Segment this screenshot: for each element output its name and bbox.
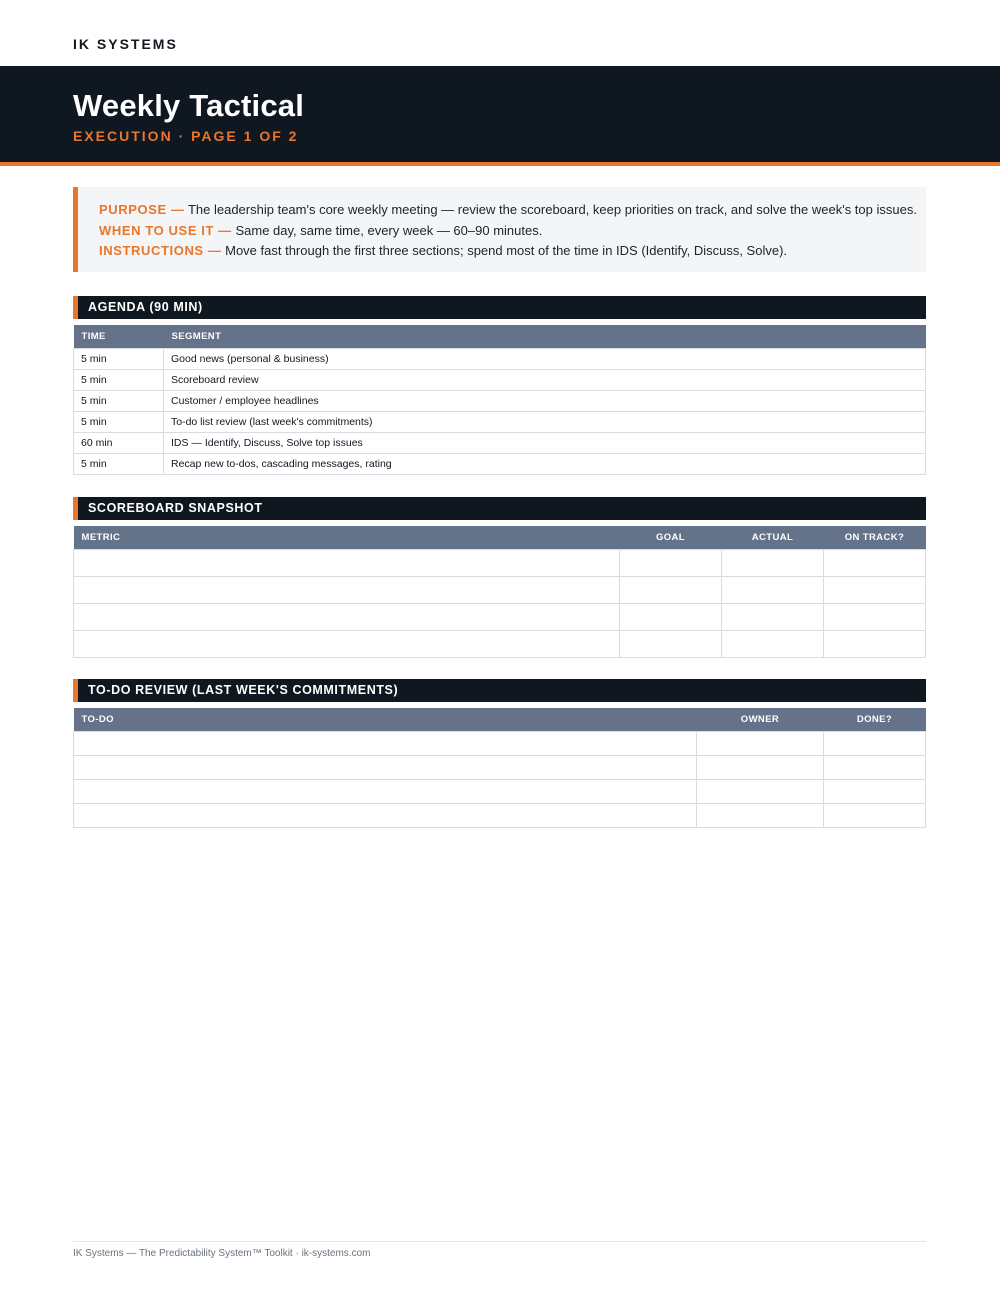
page-title: Weekly Tactical	[73, 88, 305, 123]
column-header-goal: GOAL	[620, 526, 722, 550]
column-header-on-track: ON TRACK?	[824, 526, 926, 550]
table-row	[74, 412, 926, 433]
table-row	[74, 349, 926, 370]
column-header-todo: TO-DO	[74, 708, 697, 732]
table-row	[74, 433, 926, 454]
table-row	[74, 370, 926, 391]
column-header-metric: METRIC	[74, 526, 620, 550]
agenda-segment-cell: IDS — Identify, Discuss, Solve top issues	[164, 433, 926, 454]
table-row	[74, 756, 926, 780]
goal-input-cell[interactable]	[620, 577, 722, 604]
table-row	[74, 550, 926, 577]
goal-input-cell[interactable]	[620, 604, 722, 631]
column-header-done: DONE?	[824, 708, 926, 732]
owner-input-cell[interactable]	[697, 780, 824, 804]
column-header-segment: SEGMENT	[164, 325, 926, 349]
metric-input-cell[interactable]	[74, 550, 620, 577]
table-row	[74, 631, 926, 658]
agenda-time-cell: 5 min	[74, 391, 164, 412]
todo-input-cell[interactable]	[74, 804, 697, 828]
on-track-input-cell[interactable]	[824, 550, 926, 577]
todo-header-row	[74, 708, 926, 732]
todo-input-cell[interactable]	[74, 780, 697, 804]
agenda-header-row	[74, 325, 926, 349]
owner-input-cell[interactable]	[697, 732, 824, 756]
instructions-line	[99, 241, 926, 262]
metric-input-cell[interactable]	[74, 631, 620, 658]
agenda-time-cell: 5 min	[74, 454, 164, 475]
agenda-segment-cell: Scoreboard review	[164, 370, 926, 391]
actual-input-cell[interactable]	[722, 631, 824, 658]
actual-input-cell[interactable]	[722, 577, 824, 604]
table-row	[74, 804, 926, 828]
actual-input-cell[interactable]	[722, 550, 824, 577]
actual-input-cell[interactable]	[722, 604, 824, 631]
agenda-time-cell: 60 min	[74, 433, 164, 454]
table-row	[74, 391, 926, 412]
column-header-owner: OWNER	[697, 708, 824, 732]
purpose-label: PURPOSE —	[99, 202, 185, 217]
instructions-label: INSTRUCTIONS —	[99, 243, 222, 258]
agenda-heading: AGENDA (90 MIN)	[73, 296, 926, 319]
page-subtitle: EXECUTION · PAGE 1 OF 2	[73, 128, 299, 144]
purpose-text: The leadership team's core weekly meeting — review the scoreboard, keep priorities on track, and solve the week's top issues.	[184, 202, 917, 217]
when-label: WHEN TO USE IT —	[99, 222, 232, 238]
done-input-cell[interactable]	[824, 732, 926, 756]
todo-input-cell[interactable]	[74, 732, 697, 756]
when-line	[99, 221, 926, 242]
table-row	[74, 732, 926, 756]
column-header-actual: ACTUAL	[722, 526, 824, 550]
owner-input-cell[interactable]	[697, 756, 824, 780]
agenda-segment-cell: Recap new to-dos, cascading messages, rating	[164, 454, 926, 475]
metric-input-cell[interactable]	[74, 577, 620, 604]
agenda-segment-cell: Good news (personal & business)	[164, 349, 926, 370]
todo-input-cell[interactable]	[74, 756, 697, 780]
on-track-input-cell[interactable]	[824, 577, 926, 604]
owner-input-cell[interactable]	[697, 804, 824, 828]
agenda-time-cell: 5 min	[74, 370, 164, 391]
on-track-input-cell[interactable]	[824, 604, 926, 631]
table-row	[74, 780, 926, 804]
metric-input-cell[interactable]	[74, 604, 620, 631]
when-text: Same day, same time, every week — 60–90 minutes.	[231, 222, 543, 238]
table-row	[74, 577, 926, 604]
agenda-segment-cell: Customer / employee headlines	[164, 391, 926, 412]
done-input-cell[interactable]	[824, 780, 926, 804]
todo-review-heading: TO-DO REVIEW (LAST WEEK'S COMMITMENTS)	[73, 679, 926, 702]
goal-input-cell[interactable]	[620, 550, 722, 577]
goal-input-cell[interactable]	[620, 631, 722, 658]
instructions-text: Move fast through the first three sections; spend most of the time in IDS (Identify, Discuss, Solve).	[221, 243, 788, 258]
done-input-cell[interactable]	[824, 756, 926, 780]
agenda-time-cell: 5 min	[74, 412, 164, 433]
page-footer: IK Systems — The Predictability System™ Toolkit · ik-systems.com	[73, 1248, 371, 1259]
table-row	[74, 604, 926, 631]
done-input-cell[interactable]	[824, 804, 926, 828]
agenda-time-cell: 5 min	[74, 349, 164, 370]
purpose-callout	[73, 187, 926, 272]
purpose-line	[99, 200, 926, 221]
scoreboard-table	[73, 526, 926, 658]
on-track-input-cell[interactable]	[824, 631, 926, 658]
title-banner	[0, 66, 1000, 166]
footer-divider	[73, 1241, 926, 1242]
column-header-time: TIME	[74, 325, 164, 349]
agenda-segment-cell: To-do list review (last week's commitments)	[164, 412, 926, 433]
brand-name: IK SYSTEMS	[73, 36, 178, 52]
todo-review-table	[73, 708, 926, 828]
scoreboard-header-row	[74, 526, 926, 550]
agenda-table	[73, 325, 926, 475]
table-row	[74, 454, 926, 475]
scoreboard-heading: SCOREBOARD SNAPSHOT	[73, 497, 926, 520]
